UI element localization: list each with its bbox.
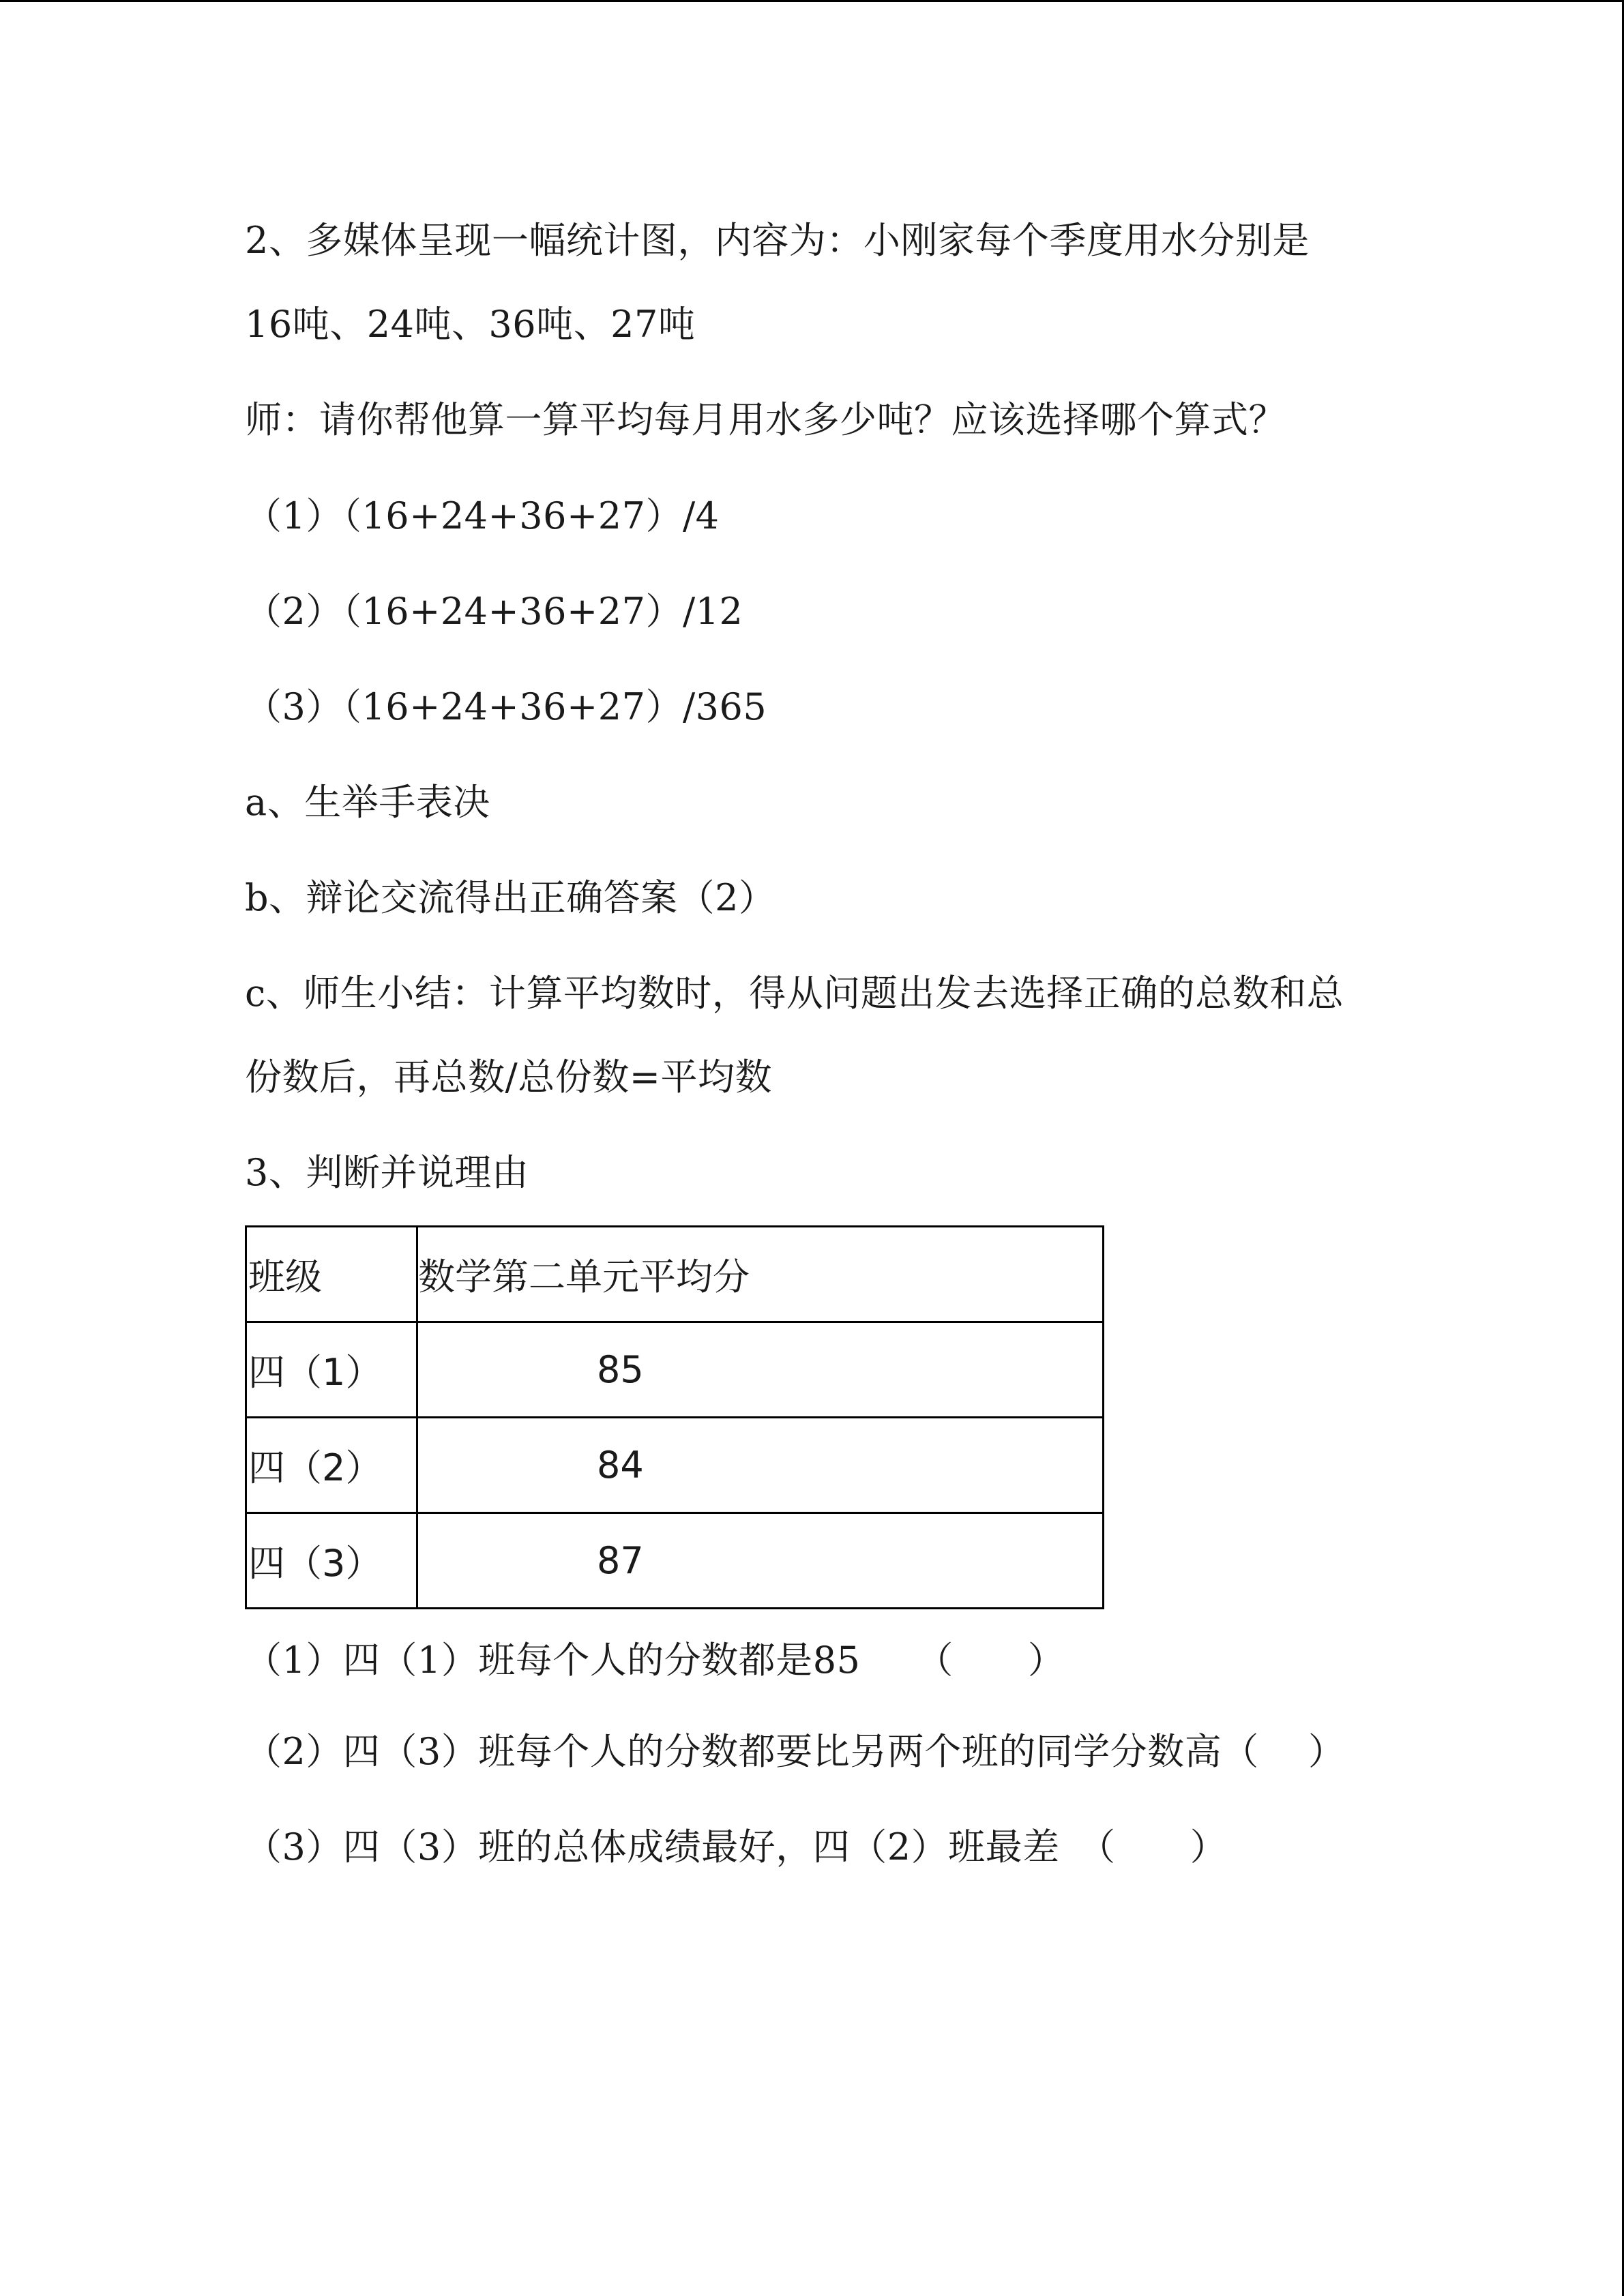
option-2: （2）（16+24+36+27）/12 (245, 590, 743, 633)
step-b: b、辩论交流得出正确答案（2） (245, 876, 776, 919)
teacher-question: 师：请你帮他算一算平均每月用水多少吨？应该选择哪个算式？ (245, 398, 1286, 441)
row-score: 84 (417, 1418, 1104, 1513)
option-1: （1）（16+24+36+27）/4 (245, 494, 720, 537)
statement-1: （1）四（1）班每个人的分数都是85 （ ） (245, 1639, 1065, 1682)
q3-title: 3、判断并说理由 (245, 1151, 529, 1194)
row-class: 四（2） (246, 1418, 417, 1513)
row-class: 四（1） (246, 1322, 417, 1418)
step-c-line-1: c、师生小结：计算平均数时，得从问题出发去选择正确的总数和总 (245, 972, 1344, 1015)
page-top-border (0, 0, 1624, 2)
row-class: 四（3） (246, 1513, 417, 1609)
table-header-row (246, 1227, 1104, 1322)
q2-intro-line-2: 16吨、24吨、36吨、27吨 (245, 303, 696, 346)
header-class: 班级 (246, 1227, 417, 1322)
row-score: 87 (417, 1513, 1104, 1609)
table-row (246, 1418, 1104, 1513)
option-3: （3）（16+24+36+27）/365 (245, 685, 767, 728)
score-table (245, 1225, 1104, 1609)
statement-2: （2）四（3）班每个人的分数都要比另两个班的同学分数高（ ） (245, 1730, 1346, 1773)
q2-intro-line-1: 2、多媒体呈现一幅统计图，内容为：小刚家每个季度用水分别是 (245, 219, 1310, 262)
row-score: 85 (417, 1322, 1104, 1418)
table-row (246, 1513, 1104, 1609)
header-score: 数学第二单元平均分 (417, 1227, 1104, 1322)
statement-3: （3）四（3）班的总体成绩最好，四（2）班最差 （ ） (245, 1825, 1228, 1868)
step-c-line-2: 份数后，再总数/总份数=平均数 (245, 1056, 772, 1099)
step-a: a、生举手表决 (245, 781, 490, 824)
table-row (246, 1322, 1104, 1418)
